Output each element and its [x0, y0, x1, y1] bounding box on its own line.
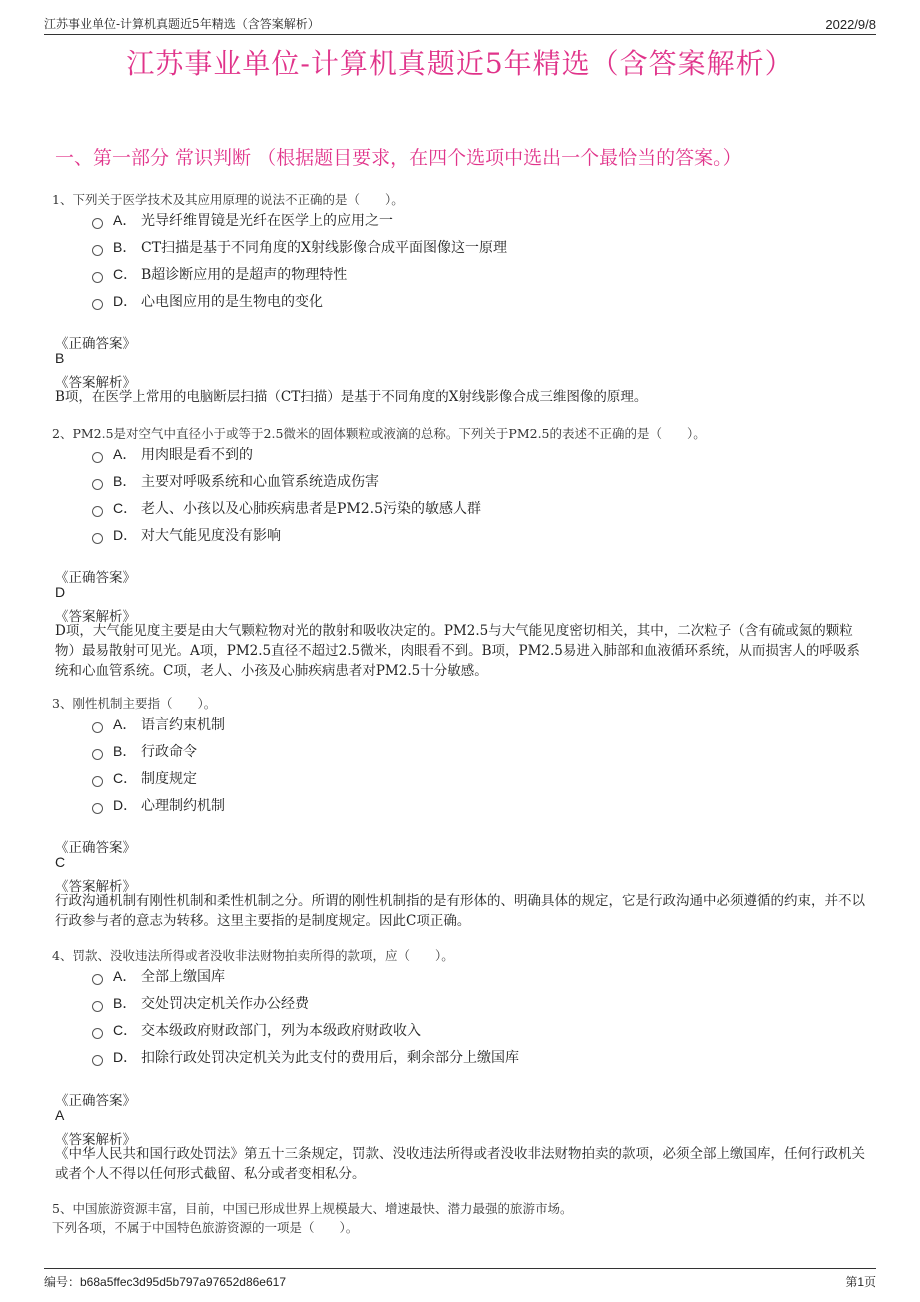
footer-page-number: 第1页	[845, 1275, 876, 1289]
question-stem: 4、罚款、没收违法所得或者没收非法财物拍卖所得的款项，应（ ）。	[52, 948, 454, 963]
header-doc-title: 江苏事业单位-计算机真题近5年精选（含答案解析）	[44, 17, 320, 31]
option-c[interactable]: C． 老人、小孩以及心肺疾病患者是PM2.5污染的敏感人群	[92, 498, 481, 518]
option-a[interactable]: A． 用肉眼是看不到的	[92, 444, 253, 464]
explanation-label: 《答案解析》	[55, 1132, 136, 1148]
answer-label: 《正确答案》	[55, 840, 136, 856]
radio-icon[interactable]	[92, 479, 103, 490]
option-a[interactable]: A． 全部上缴国库	[92, 966, 225, 986]
answer-label: 《正确答案》	[55, 1093, 136, 1109]
explanation-text: 《中华人民共和国行政处罚法》第五十三条规定，罚款、没收违法所得或者没收非法财物拍卖的款项，必须全部上缴国库，任何行政机关或者个人不得以任何形式截留、私分或者变相私分。	[55, 1146, 865, 1182]
answer-label: 《正确答案》	[55, 570, 136, 586]
option-b[interactable]: B． CT扫描是基于不同角度的X射线影像合成平面图像这一原理	[92, 237, 507, 257]
answer-value: B	[55, 350, 65, 366]
radio-icon[interactable]	[92, 1028, 103, 1039]
radio-icon[interactable]	[92, 749, 103, 760]
radio-icon[interactable]	[92, 245, 103, 256]
question-stem: 3、刚性机制主要指（ ）。	[52, 696, 217, 711]
option-a[interactable]: A． 语言约束机制	[92, 714, 225, 734]
question-stem: 1、下列关于医学技术及其应用原理的说法不正确的是（ ）。	[52, 192, 404, 207]
option-d[interactable]: D． 扣除行政处罚决定机关为此支付的费用后，剩余部分上缴国库	[92, 1047, 519, 1067]
option-c[interactable]: C． B超诊断应用的是超声的物理特性	[92, 264, 347, 284]
explanation-label: 《答案解析》	[55, 375, 136, 391]
radio-icon[interactable]	[92, 1055, 103, 1066]
radio-icon[interactable]	[92, 974, 103, 985]
option-b[interactable]: B． 交处罚决定机关作办公经费	[92, 993, 309, 1013]
answer-value: C	[55, 854, 66, 870]
radio-icon[interactable]	[92, 272, 103, 283]
answer-label: 《正确答案》	[55, 336, 136, 352]
radio-icon[interactable]	[92, 776, 103, 787]
option-c[interactable]: C． 交本级政府财政部门，列为本级政府财政收入	[92, 1020, 421, 1040]
option-c[interactable]: C． 制度规定	[92, 768, 197, 788]
explanation-text: D项，大气能见度主要是由大气颗粒物对光的散射和吸收决定的。PM2.5与大气能见度密切相关，其中，二次粒子（含有硫或氮的颗粒物）最易散射可见光。A项，PM2.5直径不超过2.5微米，肉眼看不到。B项，PM2.5易进入肺部和血液循环系统，从而损害人的呼吸系统和心血管系统。C项，老人、小孩及心肺疾病患者对PM2.5十分敏感。	[55, 623, 860, 679]
radio-icon[interactable]	[92, 722, 103, 733]
option-d[interactable]: D． 心电图应用的是生物电的变化	[92, 291, 323, 311]
page-header	[44, 10, 876, 35]
explanation-text: 行政沟通机制有刚性机制和柔性机制之分。所谓的刚性机制指的是有形体的、明确具体的规定，它是行政沟通中必须遵循的约束，并不以行政参与者的意志为转移。这里主要指的是制度规定。因此C项正确。	[55, 893, 865, 929]
explanation-label: 《答案解析》	[55, 609, 136, 625]
question-stem: 5、中国旅游资源丰富，目前，中国已形成世界上规模最大、增速最快、潜力最强的旅游市场。	[52, 1201, 573, 1216]
option-a[interactable]: A． 光导纤维胃镜是光纤在医学上的应用之一	[92, 210, 393, 230]
option-d[interactable]: D． 心理制约机制	[92, 795, 225, 815]
option-d[interactable]: D． 对大气能见度没有影响	[92, 525, 281, 545]
page-footer	[44, 1268, 876, 1290]
explanation-label: 《答案解析》	[55, 879, 136, 895]
footer-doc-id: 编号：b68a5ffec3d95d5b797a97652d86e617	[44, 1275, 286, 1289]
radio-icon[interactable]	[92, 299, 103, 310]
option-b[interactable]: B． 行政命令	[92, 741, 197, 761]
radio-icon[interactable]	[92, 803, 103, 814]
section-heading: 一、第一部分 常识判断 （根据题目要求，在四个选项中选出一个最恰当的答案。）	[55, 147, 742, 169]
option-b[interactable]: B． 主要对呼吸系统和心血管系统造成伤害	[92, 471, 379, 491]
radio-icon[interactable]	[92, 533, 103, 544]
radio-icon[interactable]	[92, 452, 103, 463]
header-date: 2022/9/8	[825, 17, 876, 32]
question-stem: 2、PM2.5是对空气中直径小于或等于2.5微米的固体颗粒或液滴的总称。下列关于PM2.5的表述不正确的是（ ）。	[52, 426, 706, 441]
answer-value: A	[55, 1107, 65, 1123]
page-title: 江苏事业单位-计算机真题近5年精选（含答案解析）	[126, 47, 794, 80]
radio-icon[interactable]	[92, 506, 103, 517]
radio-icon[interactable]	[92, 218, 103, 229]
radio-icon[interactable]	[92, 1001, 103, 1012]
answer-value: D	[55, 584, 66, 600]
explanation-text: B项，在医学上常用的电脑断层扫描（CT扫描）是基于不同角度的X射线影像合成三维图像的原理。	[55, 389, 648, 405]
question-stem-continued: 下列各项，不属于中国特色旅游资源的一项是（ ）。	[52, 1220, 359, 1235]
